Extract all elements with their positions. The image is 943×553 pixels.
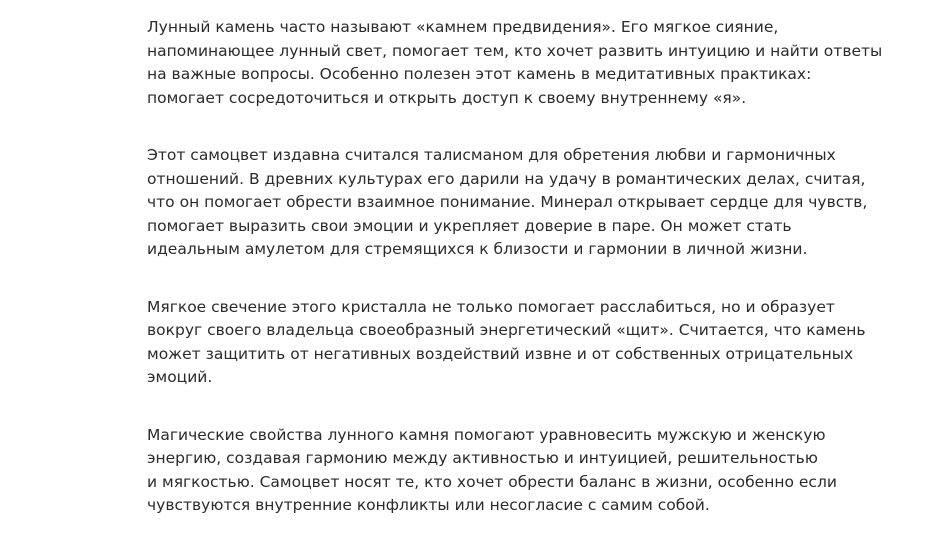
text-line: помогает выразить свои эмоции и укрепляет доверие в паре. Он может стать: [147, 216, 792, 235]
text-line: может защитить от негативных воздействий извне и от собственных отрицательных: [147, 344, 854, 363]
paragraph-love: [147, 144, 867, 262]
article-body: [147, 16, 883, 552]
text-line: Мягкое свечение этого кристалла не только помогает расслабиться, но и образует: [147, 297, 835, 316]
paragraph-balance: [147, 424, 867, 518]
text-line: Лунный камень часто называют «камнем предвидения». Его мягкое сияние,: [147, 18, 779, 36]
text-line: помогает сосредоточиться и открыть доступ к своему внутреннему «я».: [147, 88, 747, 107]
text-line: вокруг своего владельца своеобразный энергетический «щит». Считается, что камень: [147, 321, 866, 339]
text-line: идеальным амулетом для стремящихся к близости и гармонии в личной жизни.: [147, 240, 808, 258]
text-line: Магические свойства лунного камня помогают уравновесить мужскую и женскую: [147, 425, 826, 444]
text-line: эмоций.: [147, 368, 213, 386]
paragraph-intuition: [147, 16, 883, 110]
text-line: энергию, создавая гармонию между активностью и интуицией, решительностью: [147, 449, 818, 467]
text-line: отношений. В древних культурах его дарили на удачу в романтических делах, считая,: [147, 169, 866, 188]
text-line: и мягкостью. Самоцвет носят те, кто хочет обрести баланс в жизни, особенно если: [147, 472, 837, 491]
text-line: что он помогает обрести взаимное понимание. Минерал открывает сердце для чувств,: [147, 193, 868, 211]
paragraph-protection: [147, 296, 867, 390]
text-line: чувствуются внутренние конфликты или несогласие с самим собой.: [147, 496, 710, 514]
text-line: на важные вопросы. Особенно полезен этот камень в медитативных практиках:: [147, 65, 812, 83]
text-line: Этот самоцвет издавна считался талисманом для обретения любви и гармоничных: [147, 146, 836, 164]
text-line: напоминающее лунный свет, помогает тем, кто хочет развить интуицию и найти ответы: [147, 41, 883, 60]
